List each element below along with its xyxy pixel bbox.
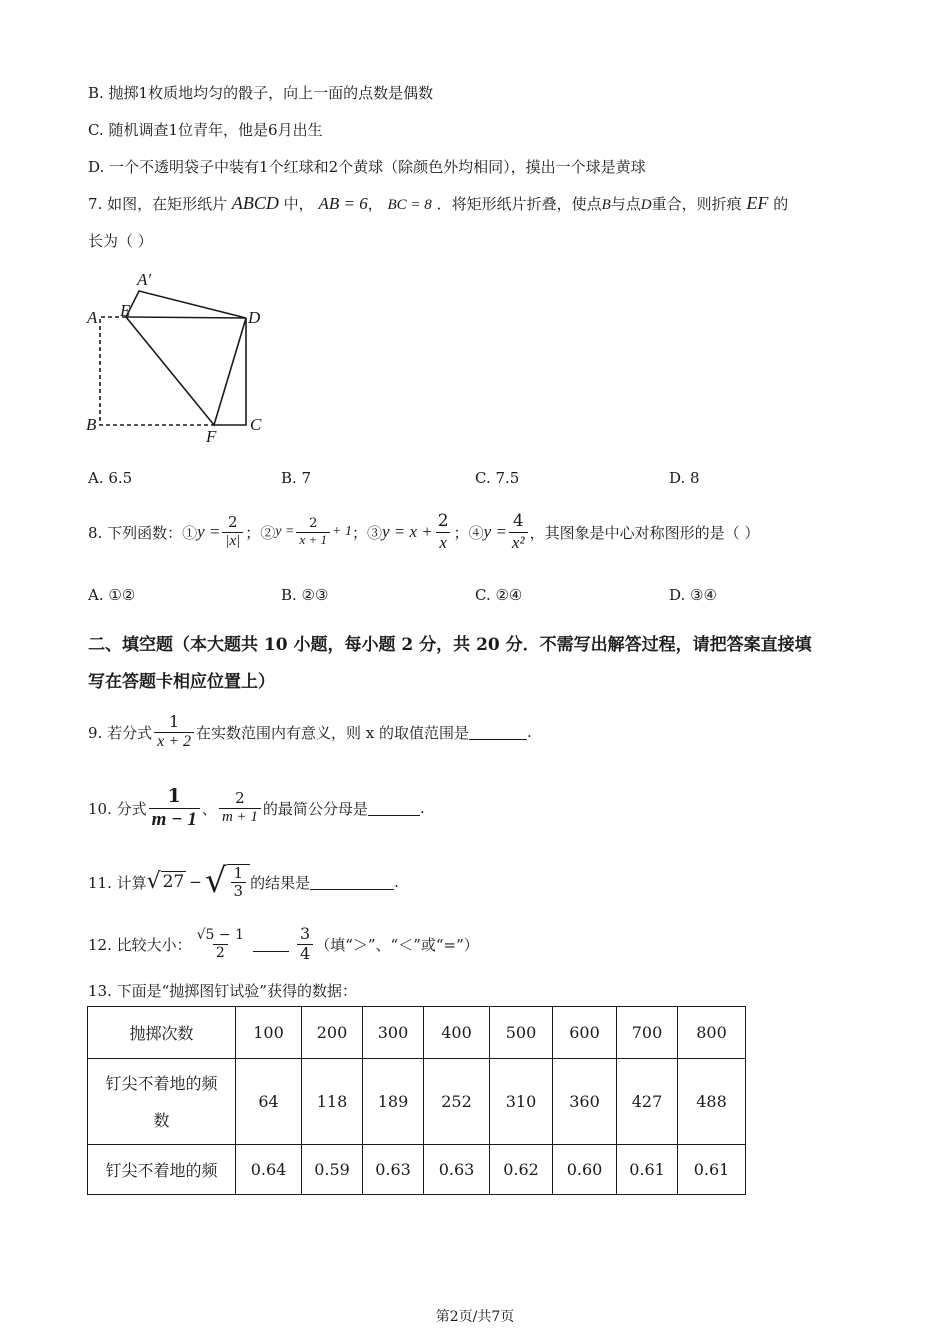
data-cell: 118 xyxy=(302,1059,363,1145)
header-cell: 400 xyxy=(424,1007,490,1059)
header-cell: 300 xyxy=(363,1007,424,1059)
header-cell: 600 xyxy=(553,1007,617,1059)
q12-fraction-2: $\frac{3}{4}$ xyxy=(297,925,313,963)
table-row xyxy=(88,1145,746,1195)
section-2-title-line2: 写在答题卡相应位置上） xyxy=(88,672,275,692)
q8-frac-2: $\frac{2}{x + 1}$ xyxy=(296,517,330,548)
data-cell: 310 xyxy=(490,1059,553,1145)
q8-option-a: A. ①② xyxy=(88,586,136,604)
q10: 10. 分式 $\frac{1}{m - 1}$ 、 $\frac{2}{m + 1}$ 的最简公分母是 . xyxy=(88,784,425,830)
q11: 11. 计算 √ 27 − √ $\frac{1}{3}$ 的结果是 . xyxy=(88,860,399,901)
data-cell: 252 xyxy=(424,1059,490,1145)
header-cell: 抛掷次数 xyxy=(88,1007,236,1059)
data-cell: 0.61 xyxy=(678,1145,746,1195)
q11-answer-blank[interactable] xyxy=(310,875,394,890)
q10-fraction-1: $\frac{1}{m - 1}$ xyxy=(149,786,200,831)
q7-stem-line2: 长为（ ） xyxy=(88,232,153,250)
data-cell: 0.61 xyxy=(617,1145,678,1195)
q8-frac-1: $\frac{2}{|x|}$ xyxy=(222,514,243,550)
q7-option-c: C. 7.5 xyxy=(475,469,520,487)
q12-answer-blank[interactable] xyxy=(253,937,289,952)
q7-figure xyxy=(80,265,280,450)
header-cell: 100 xyxy=(236,1007,302,1059)
label-e: E xyxy=(120,301,131,320)
q8-option-b: B. ②③ xyxy=(281,586,329,604)
q8-frac-4: $\frac{4}{\text{x²}}$ xyxy=(509,512,528,552)
q9-fraction: $\frac{1}{x + 2}$ xyxy=(154,713,194,751)
page-footer: 第2页/共7页 xyxy=(435,1309,515,1325)
header-cell: 800 xyxy=(678,1007,746,1059)
data-cell: 189 xyxy=(363,1059,424,1145)
q8-stem: 8. 下列函数：① y = $\frac{2}{|x|}$ ；② y = $\frac{2}{x + 1}$ + 1 ；③ y = x + $\frac{2}{x}$ ；④ y = $\frac{4}{\text{x²}}$ ，其图象是中心对称图形的是（ ） xyxy=(88,510,760,552)
q6-option-c: C. 随机调查1位青年，他是6月出生 xyxy=(88,121,323,139)
data-cell: 0.64 xyxy=(236,1145,302,1195)
data-cell: 0.60 xyxy=(553,1145,617,1195)
q9-answer-blank[interactable] xyxy=(469,725,527,740)
data-cell: 0.59 xyxy=(302,1145,363,1195)
q11-sqrt-27: √ 27 xyxy=(146,869,185,894)
q10-fraction-2: $\frac{2}{m + 1}$ xyxy=(219,790,261,826)
q13-stem: 13. 下面是“抛掷图钉试验”获得的数据： xyxy=(88,982,357,1000)
q11-sqrt-fraction: √ $\frac{1}{3}$ xyxy=(205,864,250,901)
q12: 12. 比较大小： $\frac{√5 - 1}{2}$ $\frac{3}{4}$ （填“＞”、“＜”或“=”） xyxy=(88,924,479,963)
label-b: B xyxy=(86,415,97,434)
q8-frac-3: $\frac{2}{x}$ xyxy=(437,510,449,552)
data-cell: 64 xyxy=(236,1059,302,1145)
label-a: A xyxy=(87,308,98,327)
label-c: C xyxy=(250,415,262,434)
folded-flap xyxy=(126,291,246,318)
header-cell: 500 xyxy=(490,1007,553,1059)
q7-option-a: A. 6.5 xyxy=(88,469,133,487)
q6-option-b: B. 抛掷1枚质地均匀的骰子，向上一面的点数是偶数 xyxy=(88,84,434,102)
table-row xyxy=(88,1059,746,1145)
data-cell: 0.63 xyxy=(363,1145,424,1195)
table-row xyxy=(88,1007,746,1059)
data-cell: 0.63 xyxy=(424,1145,490,1195)
header-cell: 700 xyxy=(617,1007,678,1059)
label-d: D xyxy=(248,308,261,327)
data-cell: 360 xyxy=(553,1059,617,1145)
row-label-cell: 钉尖不着地的频 xyxy=(88,1145,236,1195)
q7-option-b: B. 7 xyxy=(281,469,312,487)
q8-option-c: C. ②④ xyxy=(475,586,523,604)
q7-option-d: D. 8 xyxy=(669,469,700,487)
q8-option-d: D. ③④ xyxy=(669,586,717,604)
header-cell: 200 xyxy=(302,1007,363,1059)
pushpin-data-table xyxy=(87,1006,746,1195)
q9: 9. 若分式 $\frac{1}{x + 2}$ 在实数范围内有意义，则 x 的取值范围是 . xyxy=(88,712,532,750)
label-f: F xyxy=(206,427,217,446)
data-cell: 488 xyxy=(678,1059,746,1145)
q10-answer-blank[interactable] xyxy=(368,801,420,816)
q12-fraction-1: $\frac{√5 - 1}{2}$ xyxy=(196,927,244,961)
data-cell: 0.62 xyxy=(490,1145,553,1195)
section-2-title: 二、填空题（本大题共 10 小题，每小题 2 分，共 20 分．不需写出解答过程，请把答案直接填 xyxy=(88,635,812,655)
data-cell: 427 xyxy=(617,1059,678,1145)
q7-stem: 7. 如图，在矩形纸片 ABCD 中， AB = 6， BC = 8 ．将矩形纸片折叠，使点B与点D重合，则折痕 EF 的 xyxy=(88,193,789,213)
row-label-cell: 钉尖不着地的频 数 xyxy=(88,1059,236,1145)
fold-crease xyxy=(126,317,246,425)
q6-option-d: D. 一个不透明袋子中装有1个红球和2个黄球（除颜色外均相同），摸出一个球是黄球 xyxy=(88,158,646,176)
label-a-prime: A′ xyxy=(137,270,152,289)
